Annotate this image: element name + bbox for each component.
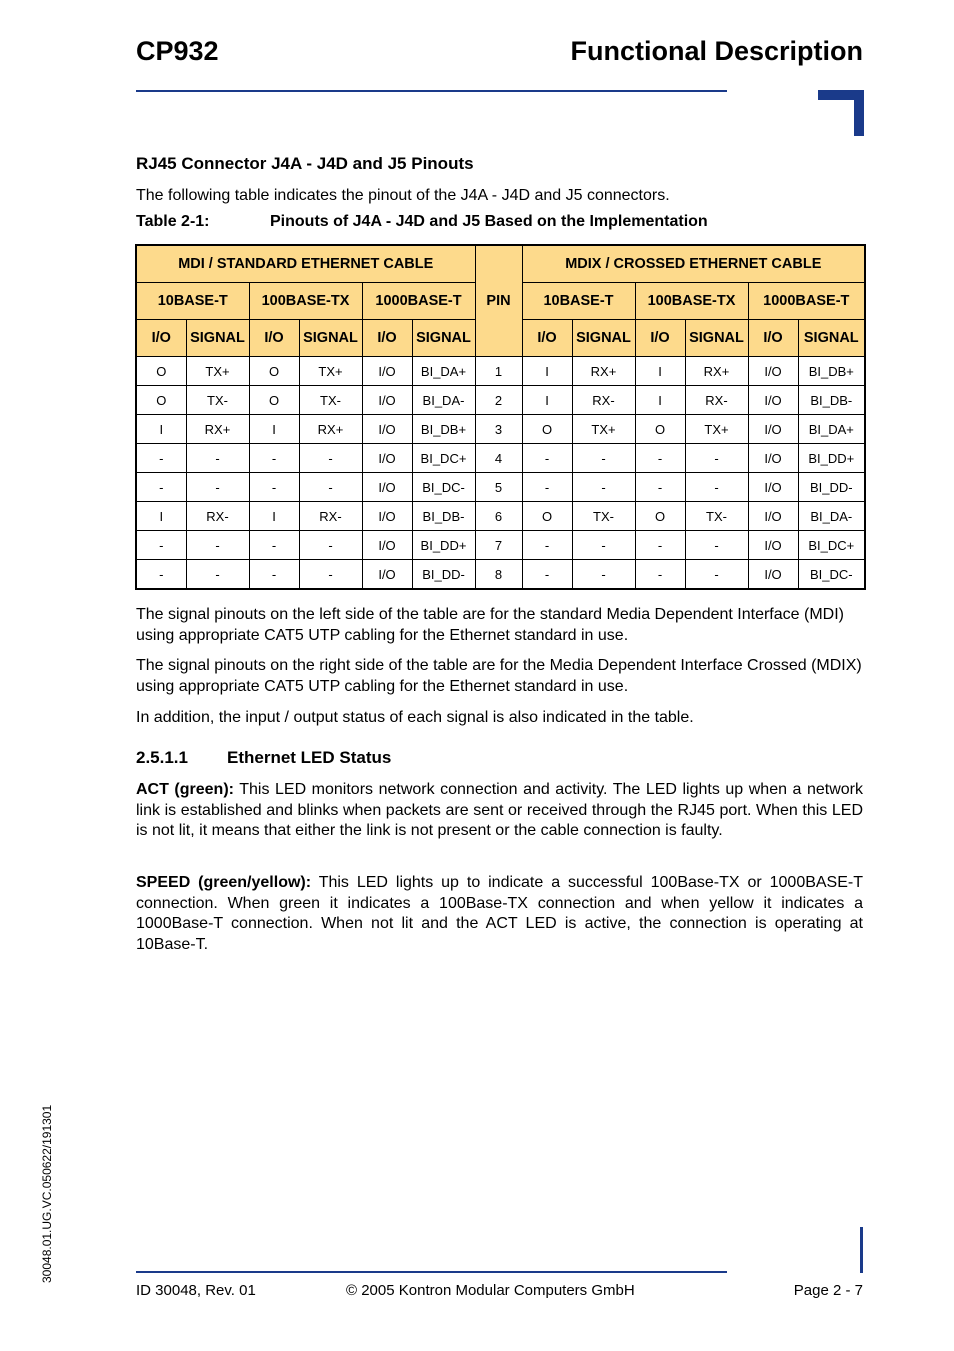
standard-header: 10BASE-T [136, 283, 249, 320]
table-cell: RX- [572, 386, 635, 415]
table-cell: - [249, 531, 299, 560]
signal-header: SIGNAL [412, 320, 475, 357]
footer-copyright: © 2005 Kontron Modular Computers GmbH [346, 1282, 635, 1299]
table-cell: I/O [362, 531, 412, 560]
table-cell: TX- [685, 502, 748, 531]
table-cell: - [299, 473, 362, 502]
table-cell: BI_DB+ [412, 415, 475, 444]
table-row [136, 502, 865, 531]
table-cell: O [136, 386, 186, 415]
table-cell: I/O [362, 386, 412, 415]
io-header: I/O [136, 320, 186, 357]
table-cell: - [249, 560, 299, 590]
table-cell: RX- [299, 502, 362, 531]
corner-mark-bottom [860, 1227, 863, 1273]
header-product: CP932 [136, 36, 219, 66]
table-cell: O [249, 386, 299, 415]
table-cell: - [299, 531, 362, 560]
pin-cell: 2 [475, 386, 522, 415]
footer-rule [136, 1271, 727, 1273]
table-cell: I/O [748, 531, 798, 560]
paragraph-speed [136, 873, 863, 955]
signal-header: SIGNAL [685, 320, 748, 357]
paragraph-mdi: The signal pinouts on the left side of the table are for the standard Media Dependent Interface (MDI) using appropriate CAT5 UTP cabling for the Ethernet standard in use. [136, 606, 844, 644]
table-cell: I/O [362, 415, 412, 444]
table-cell: I [635, 386, 685, 415]
table-cell: I/O [748, 444, 798, 473]
act-text: This LED monitors network connection and activity. The LED lights up when a network link is established and blinks when packets are sent or received through the RJ45 port. When this LED is not lit, it means that either the link is not present or the cable connection is faulty. [136, 781, 863, 839]
pin-cell: 1 [475, 357, 522, 386]
io-header: I/O [522, 320, 572, 357]
pin-cell: 5 [475, 473, 522, 502]
speed-text: This LED lights up to indicate a successful 100Base-TX or 1000BASE-T connection. When green it indicates a 100Base-TX connection and when yellow it indicates a 1000Base-T connection. When not lit and the ACT LED is active, the connection is operating at 10Base-T. [136, 874, 864, 953]
subsection-heading [136, 748, 391, 768]
table-cell: - [685, 560, 748, 590]
paragraph-act [136, 780, 863, 842]
mdix-header: MDIX / CROSSED ETHERNET CABLE [522, 245, 865, 283]
table-cell: TX- [299, 386, 362, 415]
table-row [136, 560, 865, 590]
table-cell: - [186, 531, 249, 560]
table-cell: BI_DC- [798, 560, 865, 590]
header-chapter: Functional Description [570, 36, 863, 66]
io-header: I/O [748, 320, 798, 357]
table-cell: I [522, 386, 572, 415]
section-intro: The following table indicates the pinout of the J4A - J4D and J5 connectors. [136, 187, 670, 204]
standard-header: 1000BASE-T [362, 283, 475, 320]
table-row [136, 386, 865, 415]
io-header: I/O [249, 320, 299, 357]
footer-page: Page 2 - 7 [793, 1282, 863, 1299]
table-cell: - [522, 560, 572, 590]
act-label: ACT (green): [136, 781, 234, 798]
table-cell: - [136, 473, 186, 502]
table-cell: BI_DC+ [798, 531, 865, 560]
table-cell: I [136, 502, 186, 531]
table-cell: O [249, 357, 299, 386]
table-cell: - [572, 531, 635, 560]
table-cell: BI_DA+ [798, 415, 865, 444]
table-cell: I/O [748, 473, 798, 502]
paragraph-io: In addition, the input / output status of each signal is also indicated in the table. [136, 709, 694, 726]
table-cell: RX+ [572, 357, 635, 386]
standard-header: 100BASE-TX [635, 283, 748, 320]
table-caption [136, 213, 708, 231]
table-cell: I/O [748, 386, 798, 415]
table-cell: O [635, 415, 685, 444]
table-cell: I/O [362, 444, 412, 473]
table-cell: BI_DC- [412, 473, 475, 502]
table-cell: I/O [362, 502, 412, 531]
table-cell: - [186, 473, 249, 502]
table-cell: - [685, 531, 748, 560]
table-cell: I/O [748, 415, 798, 444]
table-cell: BI_DD- [412, 560, 475, 590]
table-row [136, 357, 865, 386]
signal-header: SIGNAL [572, 320, 635, 357]
signal-header: SIGNAL [798, 320, 865, 357]
table-cell: BI_DC+ [412, 444, 475, 473]
table-cell: - [685, 444, 748, 473]
pin-cell: 4 [475, 444, 522, 473]
table-cell: - [249, 473, 299, 502]
pin-cell: 8 [475, 560, 522, 590]
table-cell: TX+ [572, 415, 635, 444]
table-cell: - [685, 473, 748, 502]
table-cell: TX- [186, 386, 249, 415]
table-cell: I [249, 415, 299, 444]
speed-label: SPEED (green/yellow): [136, 874, 312, 891]
table-cell: I [249, 502, 299, 531]
table-cell: BI_DD+ [798, 444, 865, 473]
table-cell: BI_DD- [798, 473, 865, 502]
table-cell: O [136, 357, 186, 386]
standard-header: 100BASE-TX [249, 283, 362, 320]
table-cell: - [299, 560, 362, 590]
pin-cell: 3 [475, 415, 522, 444]
table-row [136, 531, 865, 560]
subsection-number: 2.5.1.1 [136, 748, 188, 767]
table-cell: TX+ [186, 357, 249, 386]
table-cell: - [249, 444, 299, 473]
table-cell: - [136, 444, 186, 473]
header-rule [136, 90, 727, 92]
table-caption-text: Pinouts of J4A - J4D and J5 Based on the Implementation [270, 213, 708, 230]
pin-cell: 6 [475, 502, 522, 531]
table-cell: O [522, 415, 572, 444]
table-cell: - [522, 531, 572, 560]
table-cell: BI_DB- [412, 502, 475, 531]
table-cell: I [635, 357, 685, 386]
mdi-header: MDI / STANDARD ETHERNET CABLE [136, 245, 475, 283]
table-cell: RX- [186, 502, 249, 531]
table-cell: - [635, 473, 685, 502]
table-cell: RX- [685, 386, 748, 415]
table-cell: I [522, 357, 572, 386]
table-cell: I/O [362, 560, 412, 590]
table-cell: O [522, 502, 572, 531]
table-cell: - [572, 444, 635, 473]
table-cell: - [186, 444, 249, 473]
io-header: I/O [362, 320, 412, 357]
table-cell: I [136, 415, 186, 444]
table-cell: TX+ [685, 415, 748, 444]
table-cell: - [136, 531, 186, 560]
table-cell: - [635, 560, 685, 590]
table-cell: BI_DA- [412, 386, 475, 415]
table-cell: O [635, 502, 685, 531]
footer-id: ID 30048, Rev. 01 [136, 1282, 256, 1299]
document-code: 30048.01.UG.VC.050622/191301 [40, 1104, 54, 1283]
table-cell: - [136, 560, 186, 590]
table-cell: BI_DA- [798, 502, 865, 531]
io-header: I/O [635, 320, 685, 357]
table-cell: I/O [748, 560, 798, 590]
paragraph-mdix: The signal pinouts on the right side of the table are for the Media Dependent Interface Crossed (MDIX) using appropriate CAT5 UTP cabling for the Ethernet standard in use. [136, 657, 862, 695]
table-row [136, 473, 865, 502]
table-cell: I/O [748, 357, 798, 386]
table-cell: - [635, 531, 685, 560]
table-cell: RX+ [685, 357, 748, 386]
table-cell: - [572, 560, 635, 590]
subsection-title: Ethernet LED Status [227, 748, 392, 767]
corner-mark-top [818, 90, 864, 136]
signal-header: SIGNAL [299, 320, 362, 357]
standard-header: 10BASE-T [522, 283, 635, 320]
table-row [136, 415, 865, 444]
section-title: RJ45 Connector J4A - J4D and J5 Pinouts [136, 154, 474, 173]
table-cell: I/O [362, 357, 412, 386]
pin-cell: 7 [475, 531, 522, 560]
table-cell: I/O [362, 473, 412, 502]
table-caption-number: Table 2-1: [136, 213, 210, 230]
table-cell: BI_DD+ [412, 531, 475, 560]
table-cell: TX- [572, 502, 635, 531]
table-cell: - [186, 560, 249, 590]
signal-header: SIGNAL [186, 320, 249, 357]
table-cell: - [522, 473, 572, 502]
table-cell: - [299, 444, 362, 473]
table-cell: - [522, 444, 572, 473]
table-cell: TX+ [299, 357, 362, 386]
pinout-table [135, 244, 866, 590]
standard-header: 1000BASE-T [748, 283, 865, 320]
table-row [136, 444, 865, 473]
table-cell: RX+ [299, 415, 362, 444]
table-cell: - [572, 473, 635, 502]
pin-header: PIN [475, 245, 522, 357]
table-cell: BI_DB+ [798, 357, 865, 386]
table-cell: - [635, 444, 685, 473]
table-cell: I/O [748, 502, 798, 531]
table-cell: BI_DA+ [412, 357, 475, 386]
table-cell: BI_DB- [798, 386, 865, 415]
table-cell: RX+ [186, 415, 249, 444]
